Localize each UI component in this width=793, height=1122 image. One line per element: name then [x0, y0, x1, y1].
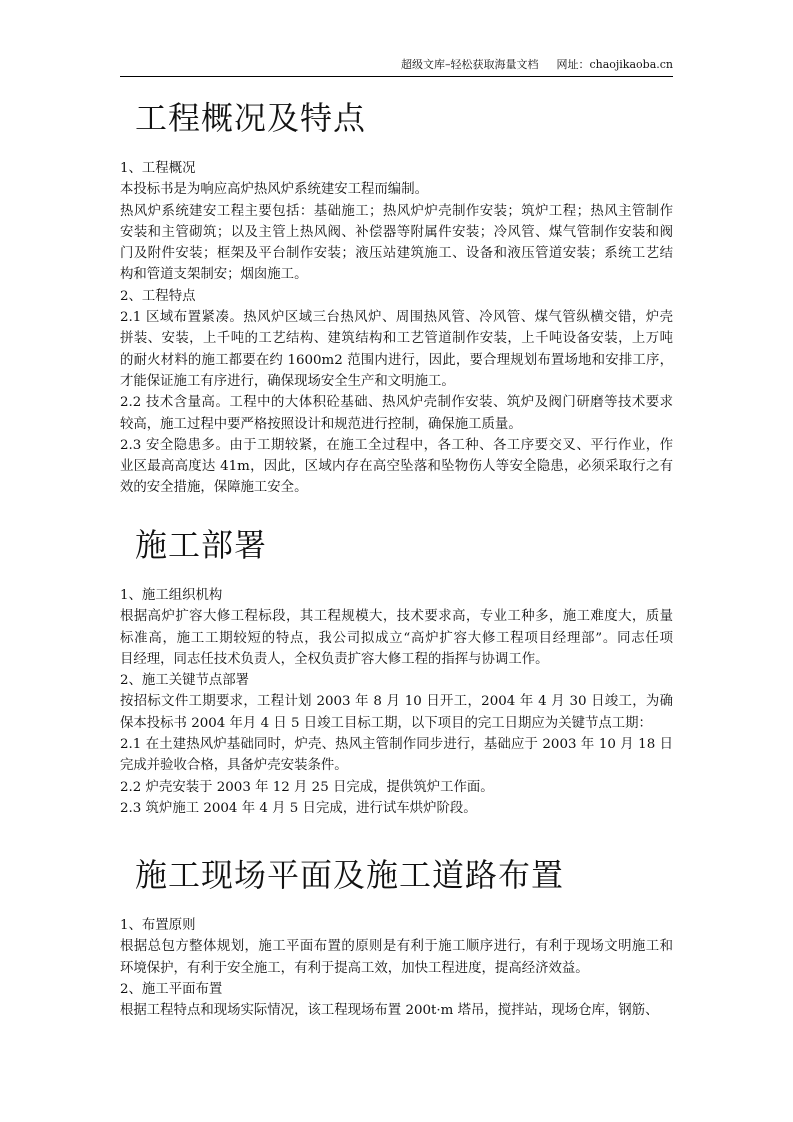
text-line: 根据高炉扩容大修工程标段，其工程规模大，技术要求高，专业工种多，施工难度大，质量 — [120, 609, 673, 625]
paragraph — [120, 179, 673, 200]
text-line: 2.3 安全隐患多。由于工期较紧，在施工全过程中，各工种、各工序要交叉、平行作业，作 — [120, 437, 673, 453]
text-line: 业区最高高度达 41m，因此，区域内存在高空坠落和坠物伤人等安全隐患，必须采取行之有 — [120, 459, 673, 475]
paragraph — [120, 585, 673, 606]
text-line: 1、工程概况 — [120, 161, 196, 176]
text-line: 按招标文件工期要求，工程计划 2003 年 8 月 10 日开工，2004 年 4 月 30 日竣工，为确 — [120, 694, 673, 710]
text-line: 根据工程特点和现场实际情况，该工程现场布置 200t·m 塔吊，搅拌站，现场仓库，钢筋、 — [120, 1003, 659, 1019]
text-line: 较高，施工过程中要严格按照设计和规范进行控制，确保施工质量。 — [120, 416, 522, 432]
paragraph — [120, 286, 673, 307]
paragraph — [120, 307, 673, 392]
header-site-name: 超级文库–轻松获取海量文档 — [400, 58, 539, 71]
header-url: 网址：chaojikaoba.cn — [556, 58, 673, 71]
text-line: 1、布置原则 — [120, 918, 196, 933]
paragraph — [120, 915, 673, 936]
text-line: 2、施工平面布置 — [120, 981, 223, 997]
paragraph — [120, 158, 673, 179]
text-line: 2、施工关键节点部署 — [120, 673, 250, 689]
text-line: 热风炉系统建安工程主要包括：基础施工；热风炉炉壳制作安装；筑炉工程；热风主管制作 — [120, 203, 673, 219]
page-header — [120, 56, 673, 77]
paragraph — [120, 1000, 673, 1021]
text-line: 门及附件安装；框架及平台制作安装；液压站建筑施工、设备和液压管道安装；系统工艺结 — [120, 246, 673, 262]
paragraph — [120, 606, 673, 670]
paragraph — [120, 201, 673, 286]
paragraph — [120, 777, 673, 798]
text-line: 1、施工组织机构 — [120, 588, 223, 603]
text-line: 根据总包方整体规划，施工平面布置的原则是有利于施工顺序进行，有利于现场文明施工和 — [120, 939, 673, 955]
text-line: 2.2 炉壳安装于 2003 年 12 月 25 日完成，提供筑炉工作面。 — [120, 779, 494, 795]
text-line: 2、工程特点 — [120, 288, 196, 304]
text-line: 安装和主管砌筑；以及主管上热风阀、补偿器等附属件安装；冷风管、煤气管制作安装和阀 — [120, 224, 673, 240]
text-line: 目经理，同志任技术负责人，全权负责扩容大修工程的指挥与协调工作。 — [120, 651, 549, 667]
text-line: 环境保护，有利于安全施工，有利于提高工效，加快工程进度，提高经济效益。 — [120, 960, 589, 976]
text-line: 效的安全措施，保障施工安全。 — [120, 480, 308, 496]
text-line: 2.2 技术含量高。工程中的大体积砼基础、热风炉壳制作安装、筑炉及阀门研磨等技术要求 — [120, 395, 673, 411]
text-line: 保本投标书 2004 年月 4 日 5 日竣工目标工期，以下项目的完工日期应为关键节点工期： — [120, 715, 652, 731]
text-line: 2.1 在土建热风炉基础同时，炉壳、热风主管制作同步进行，基础应于 2003 年 10 月 18 日 — [120, 737, 673, 753]
paragraph — [120, 936, 673, 979]
section-title: 工程概况及特点 — [135, 99, 367, 137]
section-overview — [120, 92, 673, 499]
section-site-layout — [120, 849, 673, 1021]
paragraph — [120, 734, 673, 777]
section-deployment — [120, 519, 673, 819]
paragraph — [120, 798, 673, 819]
text-line: 标准高，施工工期较短的特点，我公司拟成立“高炉扩容大修工程项目经理部”。同志任项 — [120, 630, 673, 646]
text-line: 拼装、安装，上千吨的工艺结构、建筑结构和工艺管道制作安装，上千吨设备安装，上万吨 — [120, 331, 673, 347]
text-line: 完成并验收合格，具备炉壳安装条件。 — [120, 758, 348, 774]
text-line: 2.3 筑炉施工 2004 年 4 月 5 日完成，进行试车烘炉阶段。 — [120, 800, 477, 816]
text-line: 本投标书是为响应高炉热风炉系统建安工程而编制。 — [120, 182, 428, 198]
paragraph — [120, 979, 673, 1000]
paragraph — [120, 691, 673, 734]
paragraph — [120, 392, 673, 435]
paragraph — [120, 435, 673, 499]
text-line: 2.1 区域布置紧凑。热风炉区域三台热风炉、周围热风管、冷风管、煤气管纵横交错，炉壳 — [120, 310, 673, 326]
section-title: 施工现场平面及施工道路布置 — [135, 856, 565, 894]
text-line: 的耐火材料的施工都要在约 1600m2 范围内进行，因此，要合理规划布置场地和安排工序， — [120, 352, 673, 368]
paragraph — [120, 670, 673, 691]
section-title: 施工部署 — [135, 526, 268, 564]
text-line: 才能保证施工有序进行，确保现场安全生产和文明施工。 — [120, 373, 455, 389]
text-line: 构和管道支架制安；烟囱施工。 — [120, 267, 308, 283]
